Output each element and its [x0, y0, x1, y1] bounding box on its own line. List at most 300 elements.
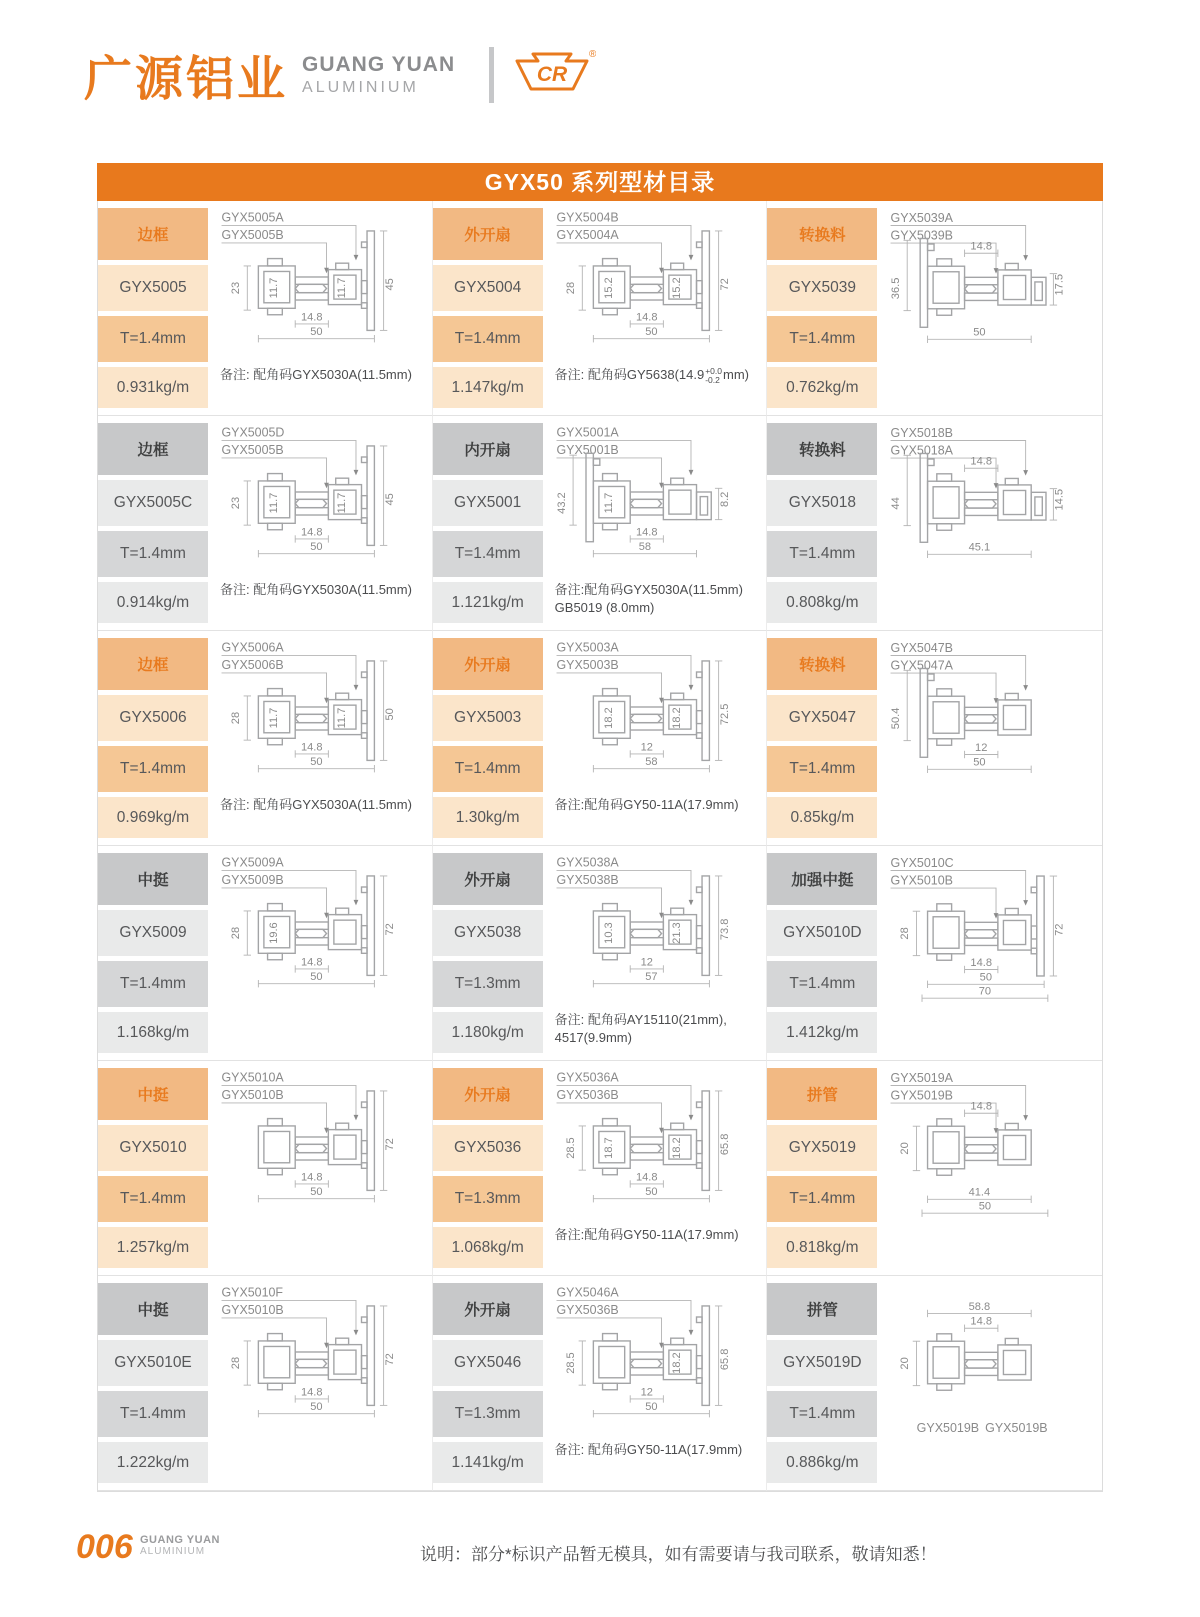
dimension-value: 11.7 [267, 707, 280, 729]
category-label: 边框 [98, 638, 208, 690]
spec-labels [98, 631, 208, 845]
dimension-value: 72 [383, 1353, 396, 1366]
logo-chinese: 广源铝业 [84, 53, 289, 106]
callout-label: GYX5006B [221, 658, 284, 673]
footer-brand-line1: GUANG YUAN [140, 1534, 220, 1546]
profile-cell-GYX5001 [433, 416, 768, 631]
profile-cell-GYX5004 [433, 201, 768, 416]
callout-label: GYX5018A [890, 443, 954, 458]
dimension-value: 43.2 [555, 492, 568, 514]
dimension-value: 58.8 [968, 1300, 991, 1313]
spec-labels [98, 846, 208, 1060]
remark-text [885, 1441, 1100, 1461]
thickness-label: T=1.4mm [767, 316, 877, 362]
remark-text [216, 581, 430, 601]
callout-label: GYX5005A [221, 210, 284, 225]
dimension-value: 19.6 [267, 922, 280, 944]
dimension-value: 11.7 [335, 277, 348, 299]
dimension-value: 21.3 [670, 922, 683, 944]
product-code: GYX5019D [767, 1340, 877, 1386]
spec-labels [433, 846, 543, 1060]
dimension-value: 18.2 [670, 707, 683, 729]
dimension-value: 14.8 [635, 526, 658, 539]
spec-labels [98, 1276, 208, 1490]
tolerance [705, 367, 722, 384]
thickness-label: T=1.4mm [98, 1176, 208, 1222]
callout-label: GYX5001B [556, 443, 619, 458]
spec-labels [767, 631, 877, 845]
spec-labels [98, 416, 208, 630]
category-label: 边框 [98, 423, 208, 475]
weight-label: 1.168kg/m [98, 1012, 208, 1053]
category-label: 外开扇 [433, 1068, 543, 1120]
callout-label: GYX5010C [890, 855, 955, 870]
weight-label: 0.85kg/m [767, 797, 877, 838]
page-number: 006 [76, 1528, 133, 1566]
dimension-value: 28.5 [564, 1137, 577, 1159]
dimension-value: 41.4 [968, 1186, 991, 1199]
weight-label: 1.412kg/m [767, 1012, 877, 1053]
remark-line1: 备注:配角码GY50-11A(17.9mm) [554, 797, 739, 812]
dimension-value: 36.5 [890, 277, 903, 300]
profile-cell-GYX5038 [433, 846, 768, 1061]
brand-header [84, 40, 596, 109]
profile-drawing-svg [216, 1067, 430, 1225]
dimension-value: 50 [979, 1200, 992, 1213]
product-code: GYX5036 [433, 1125, 543, 1171]
dimension-value: 65.8 [718, 1348, 731, 1371]
product-code: GYX5047 [767, 695, 877, 741]
drawing-area [543, 631, 767, 845]
cr-logo-icon [512, 47, 596, 103]
dimension-value: 18.2 [670, 1137, 683, 1159]
callout-label: GYX5018B [890, 425, 954, 440]
remark-line1: 备注: 配角码GYX5030A(11.5mm) [220, 582, 412, 597]
footer-brand-line2: ALUMINIUM [140, 1546, 206, 1557]
dimension-value: 28.5 [564, 1352, 577, 1374]
tolerance-lower: -0.2 [705, 374, 720, 385]
remark-text [551, 796, 765, 816]
drawing-area [543, 1276, 767, 1490]
callout-label: GYX5001A [556, 425, 619, 440]
dimension-value: 14.8 [970, 1315, 993, 1328]
product-code: GYX5018 [767, 480, 877, 526]
callout-label: GYX5019B [890, 1088, 954, 1103]
dimension-value: 28 [230, 926, 243, 940]
drawing-area [208, 1276, 432, 1490]
weight-label: 0.762kg/m [767, 367, 877, 408]
remark-line1: 备注: 配角码GY50-11A(17.9mm) [554, 1442, 743, 1457]
thickness-label: T=1.4mm [433, 316, 543, 362]
drawing-area [208, 416, 432, 630]
logo-english-line2: ALUMINIUM [302, 78, 419, 96]
dimension-value: 11.7 [335, 492, 348, 514]
dimension-value: 14.8 [301, 1386, 323, 1399]
product-code: GYX5010E [98, 1340, 208, 1386]
callout-label: GYX5003B [556, 658, 619, 673]
category-label: 加强中挺 [767, 853, 877, 905]
product-code: GYX5001 [433, 480, 543, 526]
callout-label: GYX5010B [221, 1088, 284, 1103]
remark-text [885, 581, 1100, 601]
spec-labels [767, 201, 877, 415]
thickness-label: T=1.4mm [767, 1391, 877, 1437]
logo-divider [489, 47, 494, 103]
product-code: GYX5009 [98, 910, 208, 956]
thickness-label: T=1.4mm [98, 746, 208, 792]
drawing-area [543, 416, 767, 630]
profile-drawing-svg [216, 637, 430, 795]
weight-label: 0.931kg/m [98, 367, 208, 408]
profile-drawing-svg [885, 852, 1100, 1010]
weight-label: 0.969kg/m [98, 797, 208, 838]
dimension-value: 50 [644, 1186, 658, 1199]
dimension-value: 10.3 [602, 922, 615, 944]
callout-label: GYX5036B [556, 1303, 619, 1318]
callout-label: GYX5010B [890, 873, 954, 888]
profile-cell-GYX5010D [767, 846, 1102, 1061]
dimension-value: 14.8 [301, 1171, 323, 1184]
remark-text [551, 1441, 765, 1461]
dimension-value: 44 [890, 497, 903, 510]
remark-text [216, 796, 430, 816]
category-label: 中挺 [98, 853, 208, 905]
category-label: 转换料 [767, 638, 877, 690]
dimension-value: 72 [383, 923, 396, 936]
category-label: 拼管 [767, 1068, 877, 1120]
drawing-area [208, 1061, 432, 1275]
dimension-value: 11.7 [267, 277, 280, 299]
dimension-value: 15.2 [670, 277, 683, 299]
product-code: GYX5006 [98, 695, 208, 741]
spec-labels [98, 201, 208, 415]
profile-cell-GYX5019 [767, 1061, 1102, 1276]
product-code: GYX5004 [433, 265, 543, 311]
dimension-value: 12 [975, 741, 988, 754]
profile-drawing-svg [551, 1282, 765, 1440]
dimension-value: 14.8 [635, 311, 658, 324]
weight-label: 1.147kg/m [433, 367, 543, 408]
callout-label: GYX5047B [890, 640, 954, 655]
dimension-value: 72 [1053, 923, 1066, 936]
footer-note: 说明：部分*标识产品暂无模具，如有需要请与我司联系，敬请知悉！ [420, 1545, 937, 1564]
drawing-area [877, 631, 1102, 845]
dimension-value: 45 [383, 493, 396, 506]
profile-cell-GYX5046 [433, 1276, 768, 1491]
callout-label: GYX5039B [890, 228, 954, 243]
profile-drawing-svg [216, 422, 430, 580]
callout-label: GYX5005D [221, 425, 285, 440]
remark-line1: 备注: 配角码GY5638(14.9 [554, 367, 705, 382]
drawing-area [877, 1276, 1102, 1490]
remark-line1: 备注: 配角码AY15110(21mm), [554, 1012, 727, 1027]
thickness-label: T=1.4mm [433, 746, 543, 792]
callout-label: GYX5004A [556, 228, 619, 243]
thickness-label: T=1.4mm [98, 1391, 208, 1437]
weight-label: 1.180kg/m [433, 1012, 543, 1053]
dimension-value: 58 [644, 756, 658, 769]
dimension-value: 73.8 [718, 918, 731, 941]
drawing-area [208, 201, 432, 415]
category-label: 外开扇 [433, 1283, 543, 1335]
dimension-value: 28 [230, 711, 243, 725]
dimension-value: 50 [310, 326, 323, 339]
remark-text [216, 1011, 430, 1031]
spec-labels [98, 1061, 208, 1275]
remark-text [216, 366, 430, 386]
spec-labels [433, 1061, 543, 1275]
dimension-value: 50 [644, 1401, 658, 1414]
callout-label: GYX5010F [221, 1285, 283, 1300]
dimension-value: 12 [640, 1386, 653, 1399]
tolerance-upper: +0.0 [705, 366, 722, 377]
spec-labels [433, 201, 543, 415]
weight-label: 1.068kg/m [433, 1227, 543, 1268]
dimension-value: 50.4 [890, 707, 903, 730]
thickness-label: T=1.4mm [767, 746, 877, 792]
dimension-value: 12 [640, 956, 653, 969]
remark-text [885, 1011, 1100, 1031]
drawing-area [877, 846, 1102, 1060]
profile-drawing-svg [216, 207, 430, 365]
dimension-value: 14.8 [301, 956, 323, 969]
thickness-label: T=1.3mm [433, 1176, 543, 1222]
spec-labels [433, 416, 543, 630]
product-code: GYX5039 [767, 265, 877, 311]
dimension-value: 57 [644, 971, 658, 984]
weight-label: 1.30kg/m [433, 797, 543, 838]
remark-line2: 4517(9.9mm) [554, 1029, 632, 1045]
profile-cell-GYX5010 [98, 1061, 433, 1276]
dimension-value: 65.8 [718, 1133, 731, 1156]
category-label: 中挺 [98, 1068, 208, 1120]
dimension-value: 14.8 [970, 956, 993, 969]
drawing-area [877, 1061, 1102, 1275]
callout-label: GYX5036B [556, 1088, 619, 1103]
remark-text [551, 581, 765, 616]
profile-drawing-svg [551, 852, 765, 1010]
thickness-label: T=1.3mm [433, 1391, 543, 1437]
spec-labels [767, 846, 877, 1060]
thickness-label: T=1.4mm [767, 531, 877, 577]
profile-cell-GYX5039 [767, 201, 1102, 416]
catalog-grid [97, 201, 1103, 1492]
thickness-label: T=1.4mm [98, 961, 208, 1007]
category-label: 外开扇 [433, 208, 543, 260]
profile-cell-GYX5009 [98, 846, 433, 1061]
profile-cell-GYX5047 [767, 631, 1102, 846]
callout-label: GYX5003A [556, 640, 619, 655]
callout-label: GYX5005B [221, 228, 284, 243]
logo-english-line1: GUANG YUAN [302, 52, 456, 76]
remark-text [885, 796, 1100, 816]
product-code: GYX5038 [433, 910, 543, 956]
dimension-value: 50 [644, 326, 658, 339]
weight-label: 0.818kg/m [767, 1227, 877, 1268]
dimension-value: 50 [973, 756, 986, 769]
profile-drawing-svg [216, 852, 430, 1010]
dimension-value: 45.1 [968, 541, 991, 554]
drawing-area [877, 201, 1102, 415]
category-label: 内开扇 [433, 423, 543, 475]
dimension-value: 28 [899, 927, 912, 940]
dimension-value: 11.7 [267, 492, 280, 514]
weight-label: 0.914kg/m [98, 582, 208, 623]
profile-cell-GYX5005C [98, 416, 433, 631]
dimension-value: 11.7 [335, 707, 348, 729]
category-label: 转换料 [767, 423, 877, 475]
profile-cell-GYX5018 [767, 416, 1102, 631]
spec-labels [767, 416, 877, 630]
drawing-area [208, 846, 432, 1060]
dimension-value: 17.5 [1053, 273, 1066, 296]
callout-label: GYX5038B [556, 873, 619, 888]
series-title: GYX50 系列型材目录 [97, 163, 1103, 201]
remark-text [216, 1441, 430, 1461]
bottom-profile-label: GYX5019B [985, 1420, 1048, 1435]
dimension-value: 50 [310, 1186, 323, 1199]
dimension-value: 14.8 [635, 1171, 658, 1184]
product-code: GYX5005 [98, 265, 208, 311]
dimension-value: 14.8 [970, 455, 993, 468]
drawing-area [543, 201, 767, 415]
dimension-value: 50 [973, 326, 986, 339]
dimension-value: 12 [640, 741, 653, 754]
callout-label: GYX5009A [221, 855, 284, 870]
remark-line2: GB5019 (8.0mm) [554, 599, 655, 615]
remark-text [551, 366, 765, 386]
profile-drawing-svg [885, 207, 1100, 365]
remark-text [885, 366, 1100, 386]
dimension-value: 20 [899, 1142, 912, 1155]
profile-drawing-svg [551, 422, 765, 580]
profile-drawing-svg [885, 637, 1100, 795]
logo-english [302, 53, 455, 97]
profile-cell-GYX5010E [98, 1276, 433, 1491]
cr-logo-text: CR [536, 62, 568, 86]
dimension-value: 14.5 [1053, 488, 1066, 511]
thickness-label: T=1.4mm [767, 1176, 877, 1222]
product-code: GYX5010 [98, 1125, 208, 1171]
profile-drawing-svg [885, 1282, 1100, 1440]
dimension-value: 18.2 [670, 1352, 683, 1374]
dimension-value: 18.7 [602, 1137, 615, 1159]
category-label: 外开扇 [433, 853, 543, 905]
callout-label: GYX5009B [221, 873, 284, 888]
profile-drawing-svg [885, 422, 1100, 580]
profile-drawing-svg [551, 637, 765, 795]
remark-line1: 备注: 配角码GYX5030A(11.5mm) [220, 797, 412, 812]
dimension-value: 50 [310, 756, 323, 769]
thickness-label: T=1.3mm [433, 961, 543, 1007]
weight-label: 1.141kg/m [433, 1442, 543, 1483]
callout-label: GYX5046A [556, 1285, 619, 1300]
profile-drawing-svg [551, 207, 765, 365]
dimension-value: 28 [230, 1356, 243, 1370]
drawing-area [543, 846, 767, 1060]
dimension-value: 50 [310, 541, 323, 554]
dimension-value: 15.2 [602, 277, 615, 299]
callout-label: GYX5004B [556, 210, 619, 225]
dimension-value: 20 [899, 1357, 912, 1370]
product-code: GYX5010D [767, 910, 877, 956]
callout-label: GYX5005B [221, 443, 284, 458]
spec-labels [433, 1276, 543, 1490]
product-code: GYX5019 [767, 1125, 877, 1171]
remark-line1: 备注:配角码GYX5030A(11.5mm) [554, 582, 743, 597]
spec-labels [433, 631, 543, 845]
product-code: GYX5046 [433, 1340, 543, 1386]
remark-text [551, 1226, 765, 1246]
callout-label: GYX5010B [221, 1303, 284, 1318]
thickness-label: T=1.4mm [433, 531, 543, 577]
thickness-label: T=1.4mm [98, 316, 208, 362]
dimension-value: 50 [980, 971, 993, 984]
drawing-area [543, 1061, 767, 1275]
footer-brand [140, 1534, 220, 1557]
category-label: 边框 [98, 208, 208, 260]
profile-cell-GYX5003 [433, 631, 768, 846]
dimension-value: 11.7 [602, 492, 615, 514]
profile-drawing-svg [216, 1282, 430, 1440]
profile-cell-GYX5019D [767, 1276, 1102, 1491]
bottom-profile-label: GYX5019B [917, 1420, 980, 1435]
category-label: 外开扇 [433, 638, 543, 690]
dimension-value: 50 [310, 1401, 323, 1414]
dimension-value: 70 [979, 985, 992, 998]
callout-label: GYX5019A [890, 1070, 954, 1085]
profile-drawing-svg [551, 1067, 765, 1225]
registered-mark: ® [589, 48, 597, 60]
dimension-value: 8.2 [718, 491, 731, 508]
dimension-value: 28 [564, 281, 577, 295]
dimension-value: 23 [230, 496, 243, 510]
profile-drawing-svg [885, 1067, 1100, 1225]
remark-text [885, 1226, 1100, 1246]
callout-label: GYX5039A [890, 210, 954, 225]
dimension-value: 14.8 [970, 1100, 993, 1113]
drawing-area [877, 416, 1102, 630]
dimension-value: 14.8 [301, 526, 323, 539]
spec-labels [767, 1276, 877, 1490]
thickness-label: T=1.4mm [767, 961, 877, 1007]
callout-label: GYX5038A [556, 855, 619, 870]
spec-labels [767, 1061, 877, 1275]
callout-label: GYX5036A [556, 1070, 619, 1085]
thickness-label: T=1.4mm [98, 531, 208, 577]
dimension-value: 14.8 [970, 240, 993, 253]
dimension-value: 14.8 [301, 311, 323, 324]
weight-label: 1.257kg/m [98, 1227, 208, 1268]
callout-label: GYX5010A [221, 1070, 284, 1085]
dimension-value: 72.5 [718, 703, 731, 726]
profile-cell-GYX5006 [98, 631, 433, 846]
weight-label: 1.121kg/m [433, 582, 543, 623]
profile-cell-GYX5005 [98, 201, 433, 416]
remark-line1: 备注: 配角码GYX5030A(11.5mm) [220, 367, 412, 382]
dimension-value: 50 [310, 971, 323, 984]
dimension-value: 45 [383, 278, 396, 291]
weight-label: 0.886kg/m [767, 1442, 877, 1483]
weight-label: 1.222kg/m [98, 1442, 208, 1483]
weight-label: 0.808kg/m [767, 582, 877, 623]
profile-cell-GYX5036 [433, 1061, 768, 1276]
dimension-value: 72 [383, 1138, 396, 1151]
category-label: 拼管 [767, 1283, 877, 1335]
category-label: 中挺 [98, 1283, 208, 1335]
dimension-value: 50 [383, 708, 396, 721]
dimension-value: 58 [638, 541, 651, 554]
